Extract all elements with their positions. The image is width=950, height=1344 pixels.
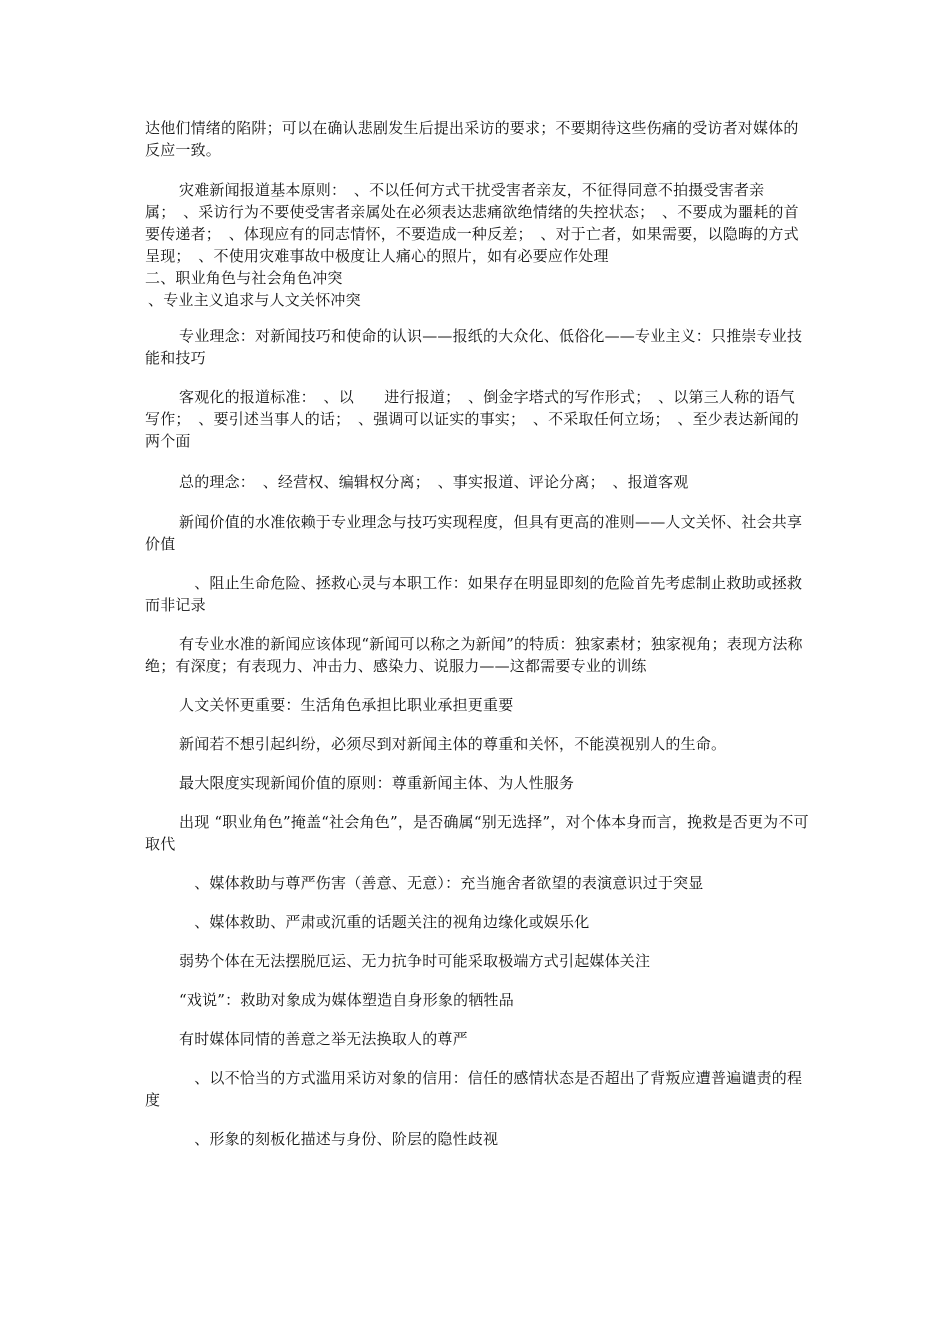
paragraph-17: 有时媒体同情的善意之举无法换取人的尊严 <box>179 1030 468 1048</box>
paragraph-12: 出现 “职业角色”掩盖“社会角色”，是否确属“别无选择”，对个体本身而言，挽救是否更为不可取代 <box>145 813 809 853</box>
section-heading: 二、职业角色与社会角色冲突 <box>145 269 343 287</box>
paragraph-4: 客观化的报道标准： 、以 进行报道； 、倒金字塔式的写作形式； 、以第三人称的语气写作； 、要引述当事人的话； 、强调可以证实的事实； 、不采取任何立场； 、至少表达新闻的两个面 <box>145 388 800 450</box>
paragraph-5: 总的理念： 、经营权、编辑权分离； 、事实报道、评论分离； 、报道客观 <box>179 473 689 491</box>
document-body <box>145 117 810 1150</box>
paragraph-7: 、阻止生命危险、拯救心灵与本职工作：如果存在明显即刻的危险首先考虑制止救助或拯救而非记录 <box>145 574 803 614</box>
paragraph-13: 、媒体救助与尊严伤害（善意、无意）：充当施舍者欲望的表演意识过于突显 <box>179 874 704 892</box>
paragraph-6: 新闻价值的水准依赖于专业理念与技巧实现程度，但具有更高的准则——人文关怀、社会共享价值 <box>145 513 803 553</box>
paragraph-9: 人文关怀更重要：生活角色承担比职业承担更重要 <box>179 696 514 714</box>
paragraph-8: 有专业水准的新闻应该体现“新闻可以称之为新闻”的特质：独家素材；独家视角；表现方法称绝；有深度；有表现力、冲击力、感染力、说服力——这都需要专业的训练 <box>145 635 803 675</box>
paragraph-11: 最大限度实现新闻价值的原则：尊重新闻主体、为人性服务 <box>179 774 575 792</box>
paragraph-10: 新闻若不想引起纠纷，必须尽到对新闻主体的尊重和关怀，不能漠视别人的生命。 <box>179 735 727 753</box>
paragraph-2: 灾难新闻报道基本原则： 、不以任何方式干扰受害者亲友，不征得同意不拍摄受害者亲属； 、采访行为不要使受害者亲属处在必须表达悲痛欲绝情绪的失控状态； 、不要成为噩耗的首要传递者； 、体现应有的同志情怀，不要造成一种反差； 、对于亡者，如果需要，以隐晦的方式呈现； 、不使用灾难事故中极度让人痛心的照片，如有必要应作处理 <box>145 181 799 265</box>
paragraph-15: 弱势个体在无法摆脱厄运、无力抗争时可能采取极端方式引起媒体关注 <box>179 952 651 970</box>
paragraph-3: 专业理念：对新闻技巧和使命的认识——报纸的大众化、低俗化——专业主义：只推崇专业技能和技巧 <box>145 327 803 367</box>
paragraph-1: 达他们情绪的陷阱；可以在确认悲剧发生后提出采访的要求；不要期待这些伤痛的受访者对媒体的反应一致。 <box>145 119 799 159</box>
subheading-1: 、专业主义追求与人文关怀冲突 <box>148 291 361 309</box>
paragraph-14: 、媒体救助、严肃或沉重的话题关注的视角边缘化或娱乐化 <box>179 913 590 931</box>
paragraph-16: “戏说”：救助对象成为媒体塑造自身形象的牺牲品 <box>179 991 514 1009</box>
paragraph-18: 、以不恰当的方式滥用采访对象的信用：信任的感情状态是否超出了背叛应遭普遍谴责的程度 <box>145 1069 803 1109</box>
paragraph-19: 、形象的刻板化描述与身份、阶层的隐性歧视 <box>179 1130 499 1148</box>
